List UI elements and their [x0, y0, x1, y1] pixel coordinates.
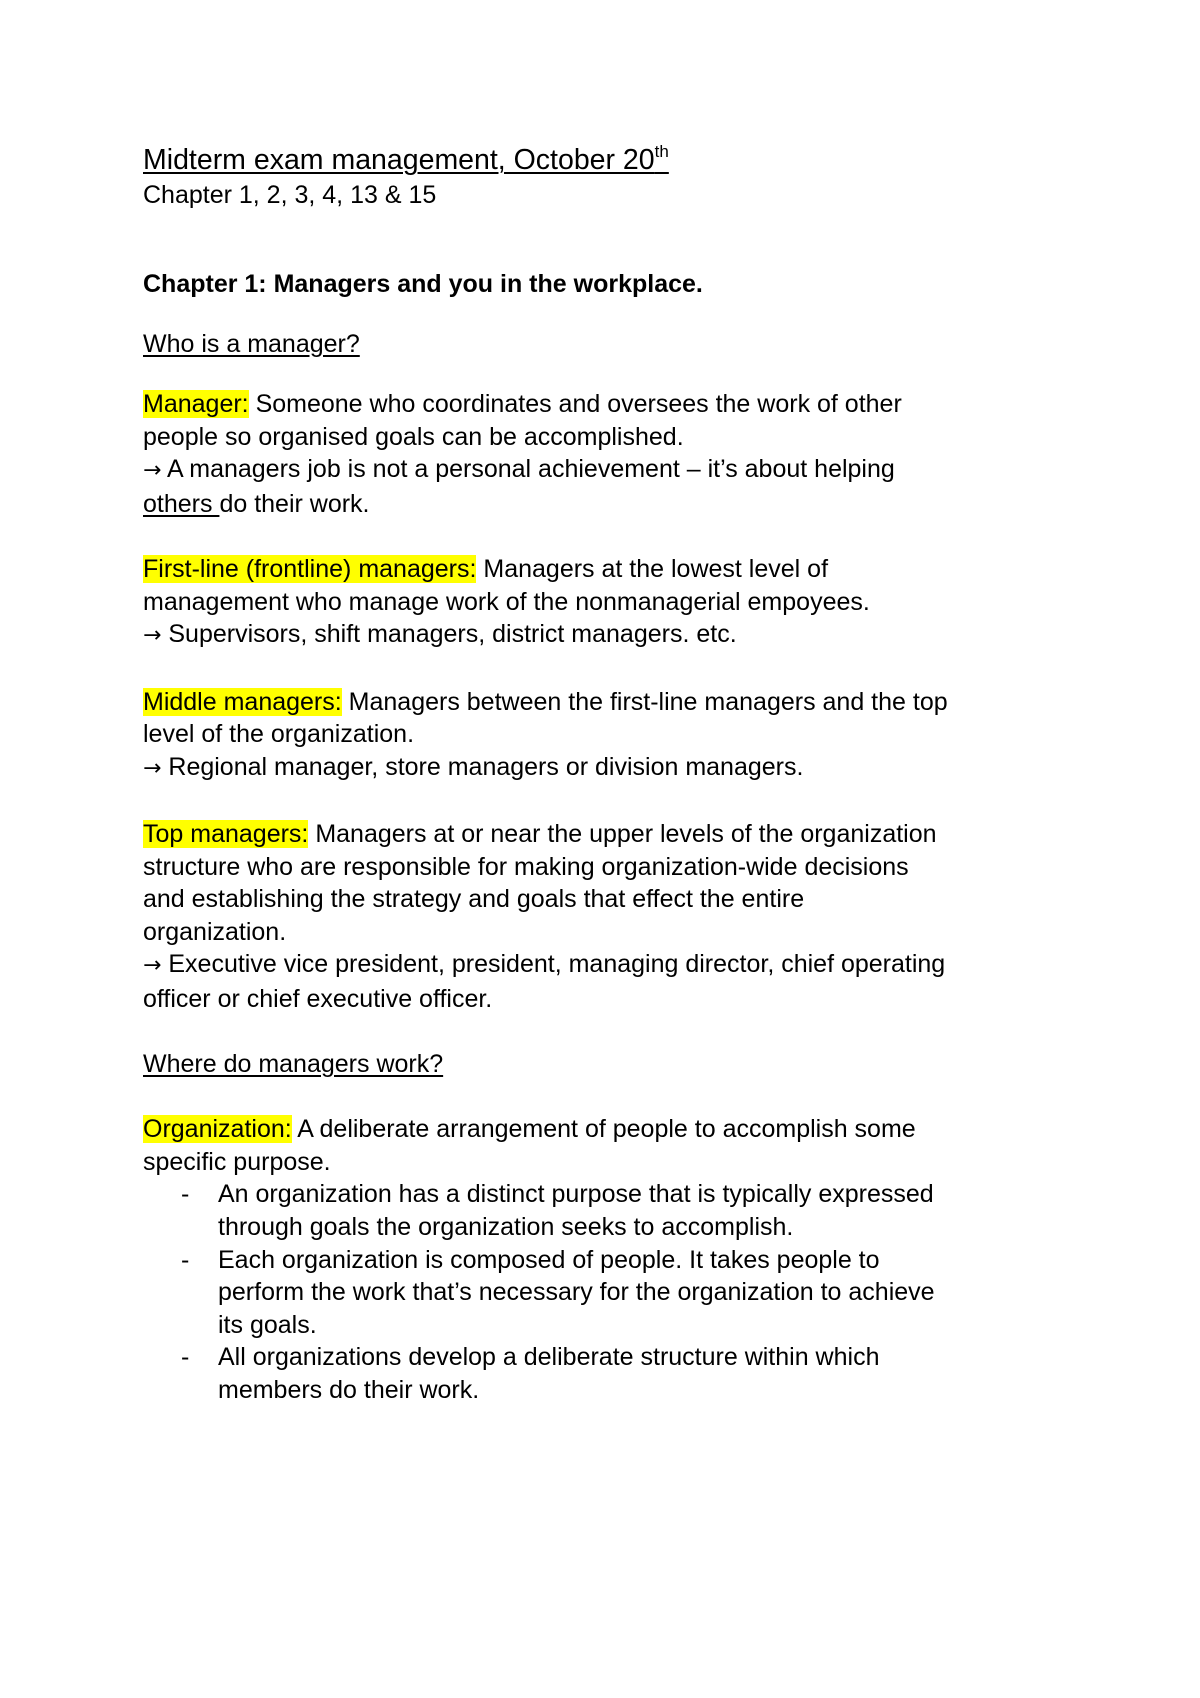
definition-manager-line2: people so organised goals can be accomplished. [143, 422, 684, 451]
document-page [143, 142, 1083, 1407]
definition-middle-line2: level of the organization. [143, 720, 415, 749]
arrow-icon: → [143, 953, 162, 979]
list-item-line: Each organization is composed of people. It takes people to [218, 1245, 880, 1274]
list-item-line: members do their work. [218, 1376, 480, 1404]
section-heading-who-text: Who is a manager? [143, 329, 360, 358]
term-manager: Manager: [143, 390, 249, 419]
definition-manager [143, 388, 1083, 520]
section-heading-who [143, 328, 1083, 361]
term-first-line-managers: First-line (frontline) managers: [143, 555, 477, 584]
definition-first-line-note: Supervisors, shift managers, district managers. etc. [161, 620, 737, 649]
list-item [143, 1341, 1083, 1406]
bullet-dash: - [181, 1343, 190, 1372]
definition-top-note1: Executive vice president, president, managing director, chief operating [161, 950, 946, 979]
definition-middle-managers [143, 686, 1083, 786]
document-title [143, 142, 1083, 178]
definition-organization-line1: A deliberate arrangement of people to accomplish some [291, 1115, 916, 1144]
arrow-icon: → [143, 458, 162, 484]
arrow-icon: → [143, 755, 162, 781]
list-item-line: its goals. [218, 1310, 317, 1339]
definition-top-line2: structure who are responsible for making organization-wide decisions [143, 852, 909, 881]
section-heading-where-text: Where do managers work? [143, 1050, 444, 1079]
definition-first-line-line2: management who manage work of the nonmanagerial empoyees. [143, 587, 870, 616]
term-organization: Organization: [143, 1115, 292, 1144]
definition-top-line1: Managers at or near the upper levels of the organization [308, 819, 937, 848]
list-item [143, 1178, 1083, 1243]
list-item-line: perform the work that’s necessary for the organization to achieve [218, 1278, 935, 1307]
definition-middle-note: Regional manager, store managers or division managers. [161, 752, 804, 781]
document-subtitle: Chapter 1, 2, 3, 4, 13 & 15 [143, 181, 437, 209]
term-top-managers: Top managers: [143, 819, 309, 848]
definition-top-note2: officer or chief executive officer. [143, 984, 493, 1013]
arrow-icon: → [143, 623, 162, 649]
organization-bullet-list [143, 1178, 1083, 1406]
list-item [143, 1244, 1083, 1342]
definition-top-line3: and establishing the strategy and goals that effect the entire [143, 885, 805, 914]
title-superscript: th [654, 142, 669, 161]
definition-top-managers [143, 818, 1083, 1016]
definition-manager-note1: A managers job is not a personal achievement – it’s about helping [161, 455, 895, 484]
definition-top-line4: organization. [143, 917, 287, 946]
definition-first-line-line1: Managers at the lowest level of [476, 555, 829, 584]
title-main: Midterm exam management, October 20 [143, 144, 655, 176]
bullet-dash: - [181, 1180, 190, 1209]
definition-manager-note2: do their work. [219, 489, 370, 518]
list-item-line: An organization has a distinct purpose that is typically expressed [218, 1180, 934, 1209]
section-heading-where [143, 1048, 1083, 1081]
definition-organization-line2: specific purpose. [143, 1147, 331, 1176]
bullet-dash: - [181, 1245, 190, 1274]
definition-organization [143, 1113, 1083, 1178]
definition-middle-line1: Managers between the first-line managers and the top [341, 687, 948, 716]
definition-manager-note2-underlined: others [143, 489, 220, 518]
chapter-heading: Chapter 1: Managers and you in the workplace. [143, 270, 703, 298]
list-item-line: All organizations develop a deliberate structure within which [218, 1343, 880, 1372]
definition-first-line-managers [143, 553, 1083, 653]
list-item-line: through goals the organization seeks to accomplish. [218, 1213, 794, 1242]
definition-manager-line1: Someone who coordinates and oversees the work of other [248, 390, 902, 419]
term-middle-managers: Middle managers: [143, 687, 342, 716]
